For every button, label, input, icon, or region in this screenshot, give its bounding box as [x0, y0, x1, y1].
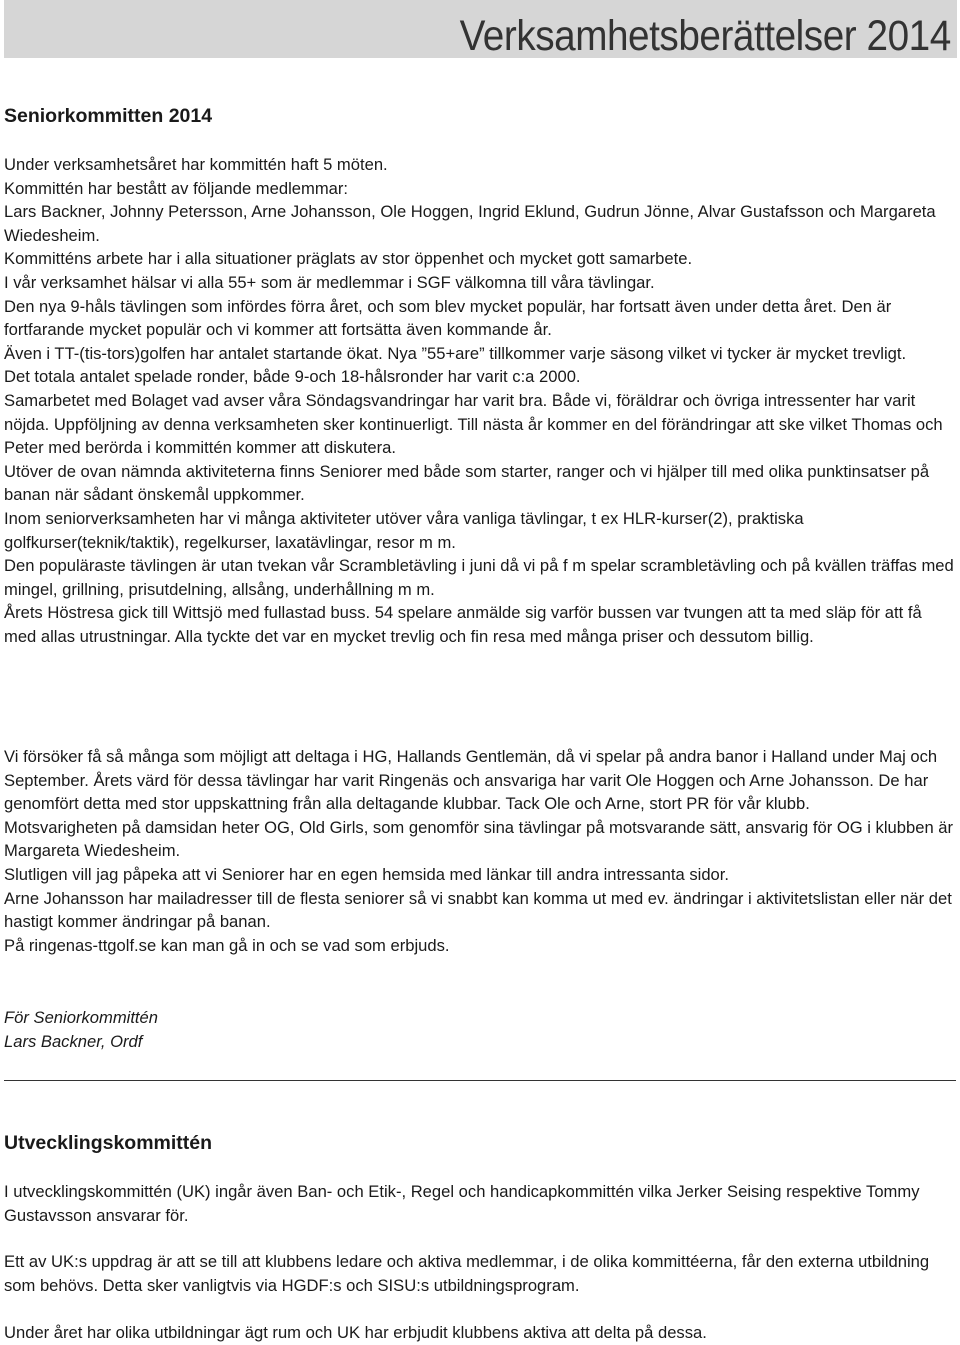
senior-report-text	[4, 153, 956, 648]
paragraph: Samarbetet med Bolaget vad avser våra Söndagsvandringar har varit bra. Både vi, föräldrar och övriga intressenter har varit nöjda. Uppföljning av denna verksamheten sker kontinuerligt. Till nästa år kommer en del förändringar att ske vilket Thomas och Peter med berörda i kommittén kommer att diskutera.	[4, 390, 943, 458]
paragraph: I vår verksamhet hälsar vi alla 55+ som är medlemmar i SGF välkomna till våra tävlingar.	[4, 272, 655, 292]
paragraph: Utöver de ovan nämnda aktiviteterna finns Seniorer med både som starter, ranger och vi hjälper till med olika punktinsatser på banan när sådant önskemål uppkommer.	[4, 461, 930, 505]
paragraph: Arne Johansson har mailadresser till de flesta seniorer så vi snabbt kan komma ut med ev. ändringar i aktivitetslistan eller när det hastigt kommer ändringar på banan.	[4, 888, 952, 932]
paragraph: Vi försöker få så många som möjligt att deltaga i HG, Hallands Gentlemän, då vi spelar på andra banor i Halland under Maj och September. Årets värd för dessa tävlingar har varit Ringenäs och ansvariga har varit Ole Hoggen och Arne Johansson. De har genomfört detta med stor uppskattning från alla deltagande klubbar. Tack Ole och Arne, stort PR för vår klubb.	[4, 747, 938, 814]
signature-name: Lars Backner, Ordf	[4, 1031, 143, 1051]
page-banner	[4, 0, 957, 58]
paragraph: Lars Backner, Johnny Petersson, Arne Johansson, Ole Hoggen, Ingrid Eklund, Gudrun Jönne, Alvar Gustafsson och Margareta Wiedesheim.	[4, 202, 936, 245]
paragraph: Inom seniorverksamheten har vi många aktiviteter utöver våra vanliga tävlingar, t ex HLR-kurser(2), praktiska golfkurser(teknik/taktik), regelkurser, laxatävlingar, resor m m.	[4, 508, 804, 552]
signature	[4, 1006, 956, 1053]
paragraph: På ringenas-ttgolf.se kan man gå in och se vad som erbjuds.	[4, 935, 450, 955]
paragraph: Motsvarigheten på damsidan heter OG, Old Girls, som genomför sina tävlingar på motsvarande sätt, ansvarig för OG i klubben är Margareta Wiedesheim.	[4, 817, 954, 861]
paragraph: Kommittén har bestått av följande medlemmar:	[4, 178, 349, 198]
signature-line: För Seniorkommittén	[4, 1008, 159, 1027]
paragraph: Den populäraste tävlingen är utan tvekan vår Scrambletävling i juni då vi på f m spelar scrambletävling och på kvällen träffas med mingel, grillning, prisutdelning, allsång, underhållning m m.	[4, 556, 954, 599]
section-heading-uk: Utvecklingskommittén	[4, 1132, 213, 1154]
paragraph: Det totala antalet spelade ronder, både 9-och 18-hålsronder har varit c:a 2000.	[4, 367, 581, 387]
paragraph: Slutligen vill jag påpeka att vi Seniorer har en egen hemsida med länkar till andra intressanta sidor.	[4, 864, 730, 884]
paragraph: Den nya 9-håls tävlingen som infördes förra året, och som blev mycket populär, har fortsatt även under detta året. Den är fortfarande mycket populär och vi kommer att fortsätta även kommande år.	[4, 296, 892, 340]
section-divider	[4, 1080, 956, 1081]
paragraph: Kommitténs arbete har i alla situationer präglats av stor öppenhet och mycket gott samarbete.	[4, 249, 693, 269]
uk-paragraph: Ett av UK:s uppdrag är att se till att klubbens ledare och aktiva medlemmar, i de olika kommittéerna, får den externa utbildning som behövs. Detta sker vanligtvis via HGDF:s och SISU:s utbildningsprogram.	[4, 1252, 930, 1295]
senior-report-text-continued	[4, 745, 956, 957]
uk-paragraph: Under året har olika utbildningar ägt rum och UK har erbjudit klubbens aktiva att delta på dessa.	[4, 1323, 707, 1342]
uk-paragraph: I utvecklingskommittén (UK) ingår även Ban- och Etik-, Regel och handicapkommittén vilka Jerker Seising respektive Tommy Gustavsson ansvarar för.	[4, 1182, 920, 1225]
page-title: Verksamhetsberättelser 2014	[459, 12, 951, 60]
paragraph: Även i TT-(tis-tors)golfen har antalet startande ökat. Nya ”55+are” tillkommer varje säsong vilket vi tycker är mycket trevligt.	[4, 343, 907, 363]
section-heading-senior: Seniorkommitten 2014	[4, 105, 213, 127]
paragraph: Årets Höstresa gick till Wittsjö med fullastad buss. 54 spelare anmälde sig varför bussen var tvungen att ta med släp för att få med allas utrustningar. Alla tyckte det var en mycket trevlig och fin resa med många priser och dessutom billig.	[4, 603, 922, 646]
paragraph: Under verksamhetsåret har kommittén haft 5 möten.	[4, 155, 388, 174]
